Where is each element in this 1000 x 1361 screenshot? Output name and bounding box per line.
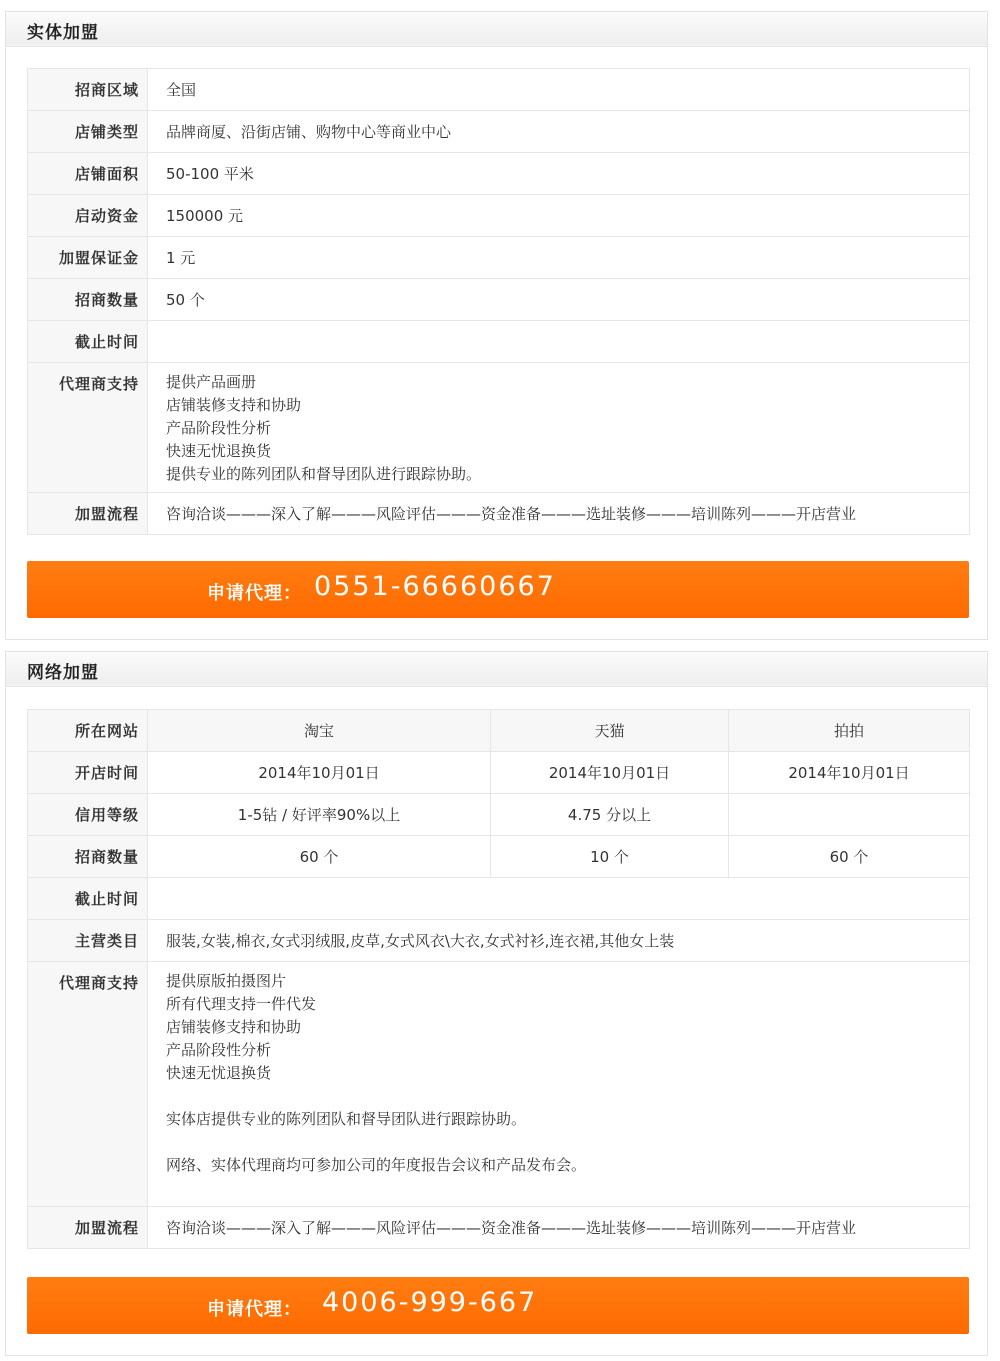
row-cell: 2014年10月01日: [148, 752, 491, 794]
table-row: [28, 710, 970, 752]
table-row: [28, 1207, 970, 1249]
row-label: 加盟保证金: [28, 237, 148, 279]
table-row: [28, 794, 970, 836]
row-value: 1 元: [148, 237, 970, 279]
row-value: 全国: [148, 69, 970, 111]
apply-phone: 4006-999-667: [322, 1287, 538, 1318]
row-cell: 2014年10月01日: [491, 752, 729, 794]
table-row: [28, 363, 970, 493]
process-steps: 咨询洽谈———深入了解———风险评估———资金准备———选址装修———培训陈列———开店营业: [148, 493, 970, 535]
table-row: [28, 279, 970, 321]
online-info-table: [27, 709, 970, 1249]
process-steps: 咨询洽谈———深入了解———风险评估———资金准备———选址装修———培训陈列———开店营业: [148, 1207, 970, 1249]
row-label: 招商区域: [28, 69, 148, 111]
row-cell: 60 个: [729, 836, 970, 878]
row-value: 品牌商厦、沿街店铺、购物中心等商业中心: [148, 111, 970, 153]
category-value: 服装,女装,棉衣,女式羽绒服,皮草,女式风衣\大衣,女式衬衫,连衣裙,其他女上装: [148, 920, 970, 962]
row-cell: 1-5钻 / 好评率90%以上: [148, 794, 491, 836]
support-item: 提供专业的陈列团队和督导团队进行跟踪协助。: [166, 465, 482, 483]
process-label: 加盟流程: [28, 1207, 148, 1249]
site-taobao: 淘宝: [148, 710, 491, 752]
table-row: [28, 493, 970, 535]
row-cell: 2014年10月01日: [729, 752, 970, 794]
apply-label: 申请代理：: [207, 583, 302, 604]
spacer: [166, 1131, 968, 1154]
support-note: 实体店提供专业的陈列团队和督导团队进行跟踪协助。: [166, 1110, 527, 1128]
table-row: [28, 321, 970, 363]
support-item: 所有代理支持一件代发: [166, 995, 317, 1013]
table-row: [28, 195, 970, 237]
apply-agent-button[interactable]: [27, 561, 969, 618]
row-cell: [729, 794, 970, 836]
table-row: [28, 836, 970, 878]
row-label: 启动资金: [28, 195, 148, 237]
support-item: 店铺装修支持和协助: [166, 396, 302, 414]
support-item: 提供原版拍摄图片: [166, 972, 287, 990]
support-item: 快速无忧退换货: [166, 442, 272, 460]
row-label: 信用等级: [28, 794, 148, 836]
deadline-label: 截止时间: [28, 878, 148, 920]
support-label: 代理商支持: [28, 962, 148, 1207]
site-paipai: 拍拍: [729, 710, 970, 752]
table-row: [28, 111, 970, 153]
table-row: [28, 920, 970, 962]
row-label: 招商数量: [28, 836, 148, 878]
apply-phone: 0551-66660667: [314, 571, 556, 602]
support-list: [148, 363, 970, 493]
support-item: 产品阶段性分析: [166, 419, 272, 437]
table-row: [28, 69, 970, 111]
row-cell: 60 个: [148, 836, 491, 878]
row-label: 开店时间: [28, 752, 148, 794]
spacer: [166, 1085, 968, 1108]
support-item: 快速无忧退换货: [166, 1064, 272, 1082]
online-section-header: [6, 652, 987, 687]
row-cell: 4.75 分以上: [491, 794, 729, 836]
process-label: 加盟流程: [28, 493, 148, 535]
support-label: 代理商支持: [28, 363, 148, 493]
support-note: 网络、实体代理商均可参加公司的年度报告会议和产品发布会。: [166, 1156, 587, 1174]
support-list: [148, 962, 970, 1207]
row-label: 截止时间: [28, 321, 148, 363]
table-row: [28, 878, 970, 920]
row-cell: 10 个: [491, 836, 729, 878]
physical-section-title: 实体加盟: [27, 23, 99, 43]
online-section-title: 网络加盟: [27, 663, 99, 683]
category-label: 主营类目: [28, 920, 148, 962]
physical-franchise-section: [5, 11, 988, 640]
physical-info-table: [27, 68, 970, 535]
online-franchise-section: [5, 651, 988, 1356]
apply-label: 申请代理：: [207, 1299, 302, 1320]
row-value: 50 个: [148, 279, 970, 321]
apply-agent-button[interactable]: [27, 1277, 969, 1334]
row-value: [148, 321, 970, 363]
physical-section-header: [6, 12, 987, 47]
table-row: [28, 962, 970, 1207]
table-row: [28, 153, 970, 195]
row-value: 150000 元: [148, 195, 970, 237]
row-label: 招商数量: [28, 279, 148, 321]
table-row: [28, 237, 970, 279]
row-label: 店铺面积: [28, 153, 148, 195]
support-item: 产品阶段性分析: [166, 1041, 272, 1059]
table-row: [28, 752, 970, 794]
row-value: 50-100 平米: [148, 153, 970, 195]
row-label: 店铺类型: [28, 111, 148, 153]
site-label: 所在网站: [28, 710, 148, 752]
deadline-value: [148, 878, 970, 920]
support-item: 店铺装修支持和协助: [166, 1018, 302, 1036]
support-item: 提供产品画册: [166, 373, 257, 391]
site-tmall: 天猫: [491, 710, 729, 752]
